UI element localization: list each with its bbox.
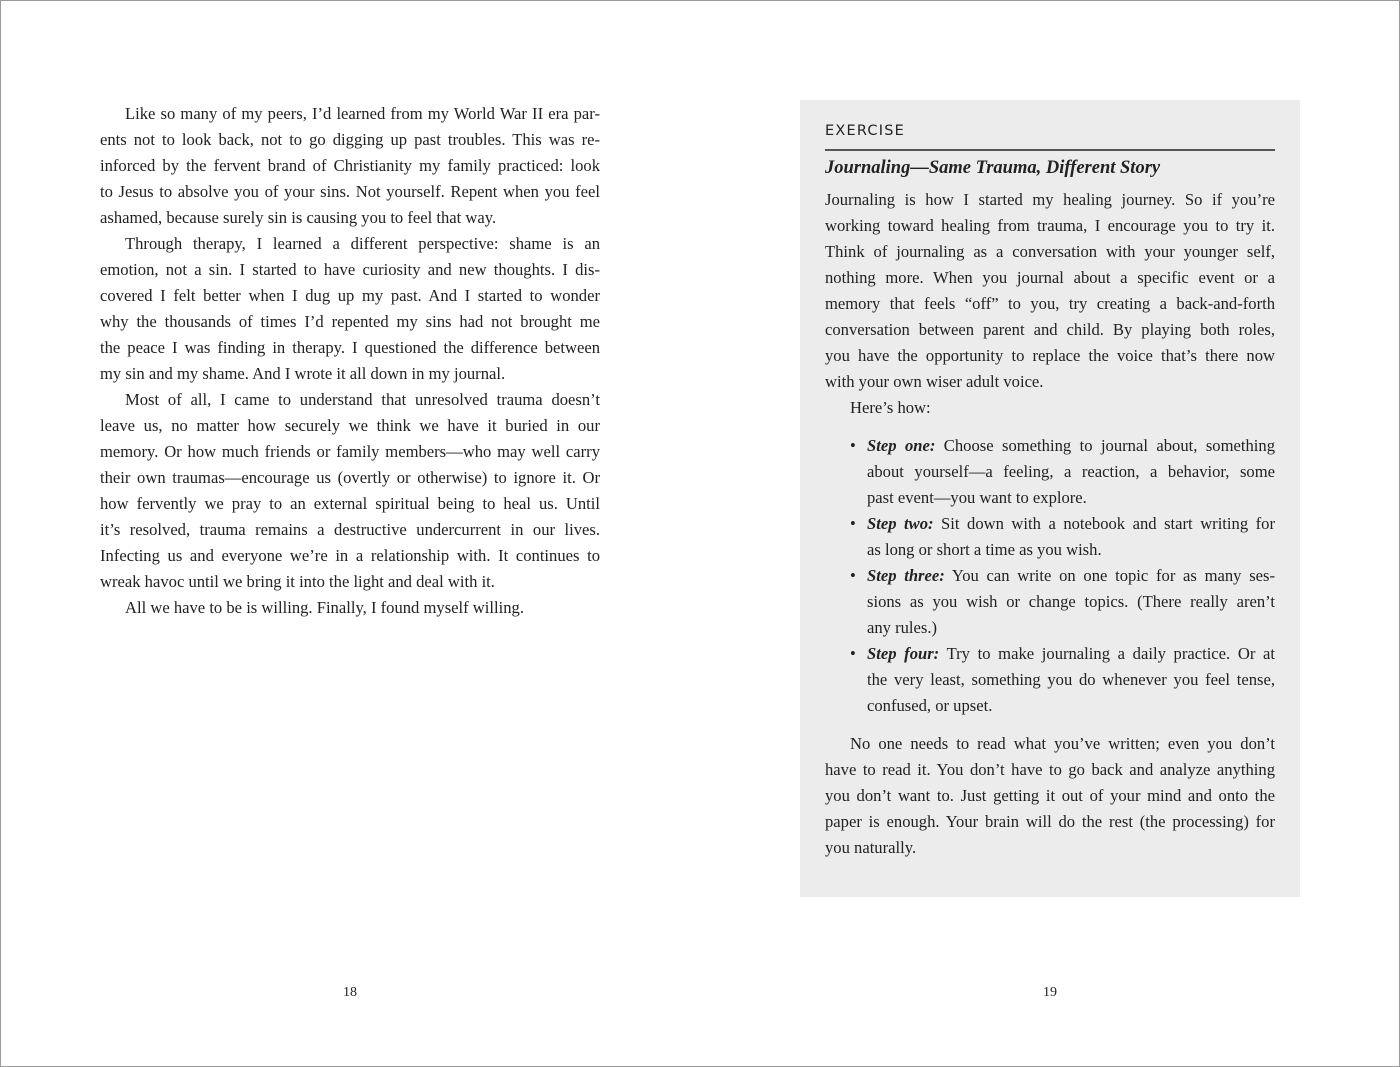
- exercise-steps: [825, 433, 1275, 719]
- text-line: memory that feels “off” to you, try creating a back-and-forth: [825, 294, 1275, 313]
- page-number-left: 18: [343, 985, 357, 1000]
- text-line: with your own wiser adult voice.: [825, 372, 1044, 391]
- text-line: [867, 433, 1275, 459]
- text-line: why the thousands of times I’d repented my sins had not brought me: [100, 312, 600, 331]
- text-line: as long or short a time as you wish.: [867, 540, 1102, 559]
- paragraph: [825, 395, 1275, 421]
- text-line: emotion, not a sin. I started to have curiosity and new thoughts. I dis-: [100, 260, 600, 279]
- step-label: Step three:: [867, 566, 945, 585]
- step-text: Try to make journaling a daily practice. Or at: [939, 644, 1275, 663]
- step-list-item: [825, 563, 1275, 641]
- text-line: nothing more. When you journal about a specific event or a: [825, 268, 1275, 287]
- text-line: working toward healing from trauma, I encourage you to try it.: [825, 216, 1275, 235]
- text-line: past event—you want to explore.: [867, 488, 1087, 507]
- text-line: All we have to be is willing. Finally, I found myself willing.: [125, 598, 524, 617]
- left-page-text: [100, 101, 600, 621]
- bullet-icon: •: [850, 436, 856, 455]
- text-line: you naturally.: [825, 838, 917, 857]
- paragraph: [100, 387, 600, 595]
- text-line: memory. Or how much friends or family members—who may well carry: [100, 442, 600, 461]
- bullet-icon: •: [850, 566, 856, 585]
- text-line: paper is enough. Your brain will do the rest (the processing) for: [825, 812, 1275, 831]
- text-line: Like so many of my peers, I’d learned from my World War II era par-: [125, 104, 600, 123]
- text-line: Most of all, I came to understand that unresolved trauma doesn’t: [125, 390, 600, 409]
- text-line: you don’t want to. Just getting it out of your mind and onto the: [825, 786, 1275, 805]
- text-line: No one needs to read what you’ve written; even you don’t: [850, 734, 1275, 753]
- text-line: inforced by the fervent brand of Christianity my family practiced: look: [100, 156, 600, 175]
- text-line: conversation between parent and child. By playing both roles,: [825, 320, 1275, 339]
- text-line: [867, 511, 1275, 537]
- bullet-icon: •: [850, 514, 856, 533]
- text-line: to Jesus to absolve you of your sins. Not yourself. Repent when you feel: [100, 182, 600, 201]
- bullet-icon: •: [850, 644, 856, 663]
- step-text: Choose something to journal about, something: [935, 436, 1275, 455]
- paragraph: [100, 595, 600, 621]
- text-line: the peace I was finding in therapy. I questioned the difference between: [100, 338, 600, 357]
- page-number-right: 19: [1043, 985, 1057, 1000]
- step-text: You can write on one topic for as many ses-: [944, 566, 1276, 585]
- text-line: Infecting us and everyone we’re in a relationship with. It continues to: [100, 546, 600, 565]
- text-line: about yourself—a feeling, a reaction, a behavior, some: [867, 462, 1275, 481]
- text-line: you have the opportunity to replace the voice that’s there now: [825, 346, 1275, 365]
- text-line: [867, 563, 1275, 589]
- step-label: Step four:: [867, 644, 940, 663]
- step-list-item: [825, 433, 1275, 511]
- step-label: Step two:: [867, 514, 934, 533]
- text-line: it’s resolved, trauma remains a destructive undercurrent in our lives.: [100, 520, 600, 539]
- text-line: confused, or upset.: [867, 696, 993, 715]
- text-line: sions as you wish or change topics. (There really aren’t: [867, 592, 1275, 611]
- text-line: their own traumas—encourage us (overtly or otherwise) to ignore it. Or: [100, 468, 600, 487]
- step-label: Step one:: [867, 436, 936, 455]
- text-line: any rules.): [867, 618, 938, 637]
- text-line: Think of journaling as a conversation with your younger self,: [825, 242, 1275, 261]
- paragraph: [100, 231, 600, 387]
- text-line: [867, 641, 1275, 667]
- text-line: Journaling is how I started my healing journey. So if you’re: [825, 190, 1275, 209]
- text-line: have to read it. You don’t have to go back and analyze anything: [825, 760, 1275, 779]
- text-line: how fervently we pray to an external spiritual being to heal us. Until: [100, 494, 600, 513]
- text-line: wreak havoc until we bring it into the light and deal with it.: [100, 572, 495, 591]
- exercise-title: Journaling—Same Trauma, Different Story: [825, 158, 1161, 178]
- text-line: Through therapy, I learned a different perspective: shame is an: [125, 234, 600, 253]
- text-line: ashamed, because surely sin is causing you to feel that way.: [100, 208, 497, 227]
- exercise-label: EXERCISE: [825, 118, 1275, 151]
- text-line: covered I felt better when I dug up my past. And I started to wonder: [100, 286, 600, 305]
- step-list-item: [825, 511, 1275, 563]
- paragraph: [825, 731, 1275, 861]
- exercise-intro: [825, 187, 1275, 421]
- text-line: my sin and my shame. And I wrote it all down in my journal.: [100, 364, 506, 383]
- step-text: Sit down with a notebook and start writing for: [933, 514, 1275, 533]
- text-line: leave us, no matter how securely we think we have it buried in our: [100, 416, 600, 435]
- exercise-closing: [825, 731, 1275, 861]
- text-line: Here’s how:: [850, 398, 931, 417]
- paragraph: [100, 101, 600, 231]
- text-line: ents not to look back, not to go digging up past troubles. This was re-: [100, 130, 600, 149]
- text-line: the very least, something you do whenever you feel tense,: [867, 670, 1275, 689]
- paragraph: [825, 187, 1275, 395]
- step-list-item: [825, 641, 1275, 719]
- exercise-box: [800, 100, 1300, 897]
